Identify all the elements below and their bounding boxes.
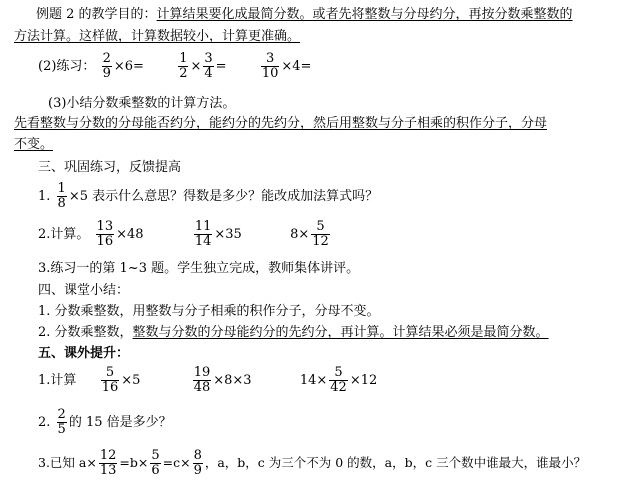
summary-point-1: 1. 分数乘整数，用整数与分子相乘的积作分子，分母不变。 xyxy=(38,304,380,319)
extension-2 xyxy=(38,408,172,437)
fraction: $\frac{8}{9}$ xyxy=(193,448,202,478)
point-prefix: 2. 分数乘整数， xyxy=(38,325,133,340)
point-text: 整数与分数的分母能约分的先约分，再计算。计算结果必须是最简分数。 xyxy=(132,325,549,340)
fraction: $\frac{2}{5}$ xyxy=(57,407,66,437)
fraction: $\frac{5}{12}$ xyxy=(312,219,329,249)
operator: =c× xyxy=(162,455,191,470)
operator: = xyxy=(215,59,227,74)
operator: 14× xyxy=(299,373,328,388)
operator: ×6= xyxy=(113,59,144,74)
summary-text: 先看整数与分数的分母能否约分，能约分的先约分，然后用整数与分子相乘的积作分子，分母 xyxy=(14,116,548,131)
operator: ×35 xyxy=(214,227,242,242)
operator: ×8×3 xyxy=(213,373,252,388)
practice-line xyxy=(38,52,311,81)
fraction: $\frac{5}{6}$ xyxy=(151,448,160,478)
fraction: $\frac{3}{10}$ xyxy=(261,51,279,81)
question-text: 的 15 倍是多少？ xyxy=(68,415,172,430)
item-label: 1.计算 xyxy=(38,373,77,388)
operator: ×12 xyxy=(349,373,378,388)
exercise-1 xyxy=(38,182,378,211)
extension-1 xyxy=(38,366,377,395)
operator: 8× xyxy=(290,227,310,242)
section-heading: 三、巩固练习，反馈提高 xyxy=(38,160,182,175)
fraction: $\frac{5}{16}$ xyxy=(101,365,119,395)
exercise-2 xyxy=(38,220,332,249)
operator: ×48 xyxy=(116,227,144,242)
fraction: $\frac{1}{8}$ xyxy=(57,181,66,211)
fraction: $\frac{3}{4}$ xyxy=(204,51,213,81)
summary-line: (3)小结分数乘整数的计算方法。 xyxy=(48,96,236,111)
exercise-3: 3.练习一的第 1~3 题。学生独立完成，教师集体讲评。 xyxy=(38,261,360,276)
operator: =b× xyxy=(119,455,149,470)
question-text: ×5 表示什么意思？得数是多少？能改成加法算式吗？ xyxy=(68,189,379,204)
question-text: ，a，b，c 为三个不为 0 的数，a，b，c 三个数中谁最大，谁最小？ xyxy=(204,455,587,470)
fraction: $\frac{1}{2}$ xyxy=(179,51,188,81)
operator: ×4= xyxy=(281,59,312,74)
item-label: 3.已知 a× xyxy=(38,455,97,470)
operator: × xyxy=(190,59,202,74)
section-heading-5: 五、课外提升： xyxy=(38,346,130,361)
fraction: $\frac{2}{9}$ xyxy=(102,51,111,81)
fraction: $\frac{11}{14}$ xyxy=(194,219,212,249)
fraction: $\frac{5}{42}$ xyxy=(330,365,347,395)
fraction: $\frac{13}{16}$ xyxy=(96,219,114,249)
summary-point-2 xyxy=(38,325,549,341)
fraction: $\frac{12}{13}$ xyxy=(99,448,117,478)
goal-text: 计算结果要化成最简分数。或者先将整数与分母约分，再按分数乘整数的 xyxy=(156,7,573,22)
extension-3 xyxy=(38,449,586,478)
practice-label: (2)练习： xyxy=(38,59,96,74)
item-label: 2.计算。 xyxy=(38,227,90,242)
item-number: 2. xyxy=(38,415,51,430)
goal-label: 例题 2 的教学目的： xyxy=(36,7,157,22)
operator: ×5 xyxy=(121,373,141,388)
fraction: $\frac{19}{48}$ xyxy=(193,365,211,395)
item-number: 1. xyxy=(38,189,51,204)
goal-text-cont: 方法计算。这样做，计算数据较小，计算更准确。 xyxy=(14,29,301,44)
section-heading-4: 四、课堂小结： xyxy=(38,283,130,298)
teaching-goal-line xyxy=(36,7,573,23)
summary-text-cont: 不变。 xyxy=(14,137,54,152)
